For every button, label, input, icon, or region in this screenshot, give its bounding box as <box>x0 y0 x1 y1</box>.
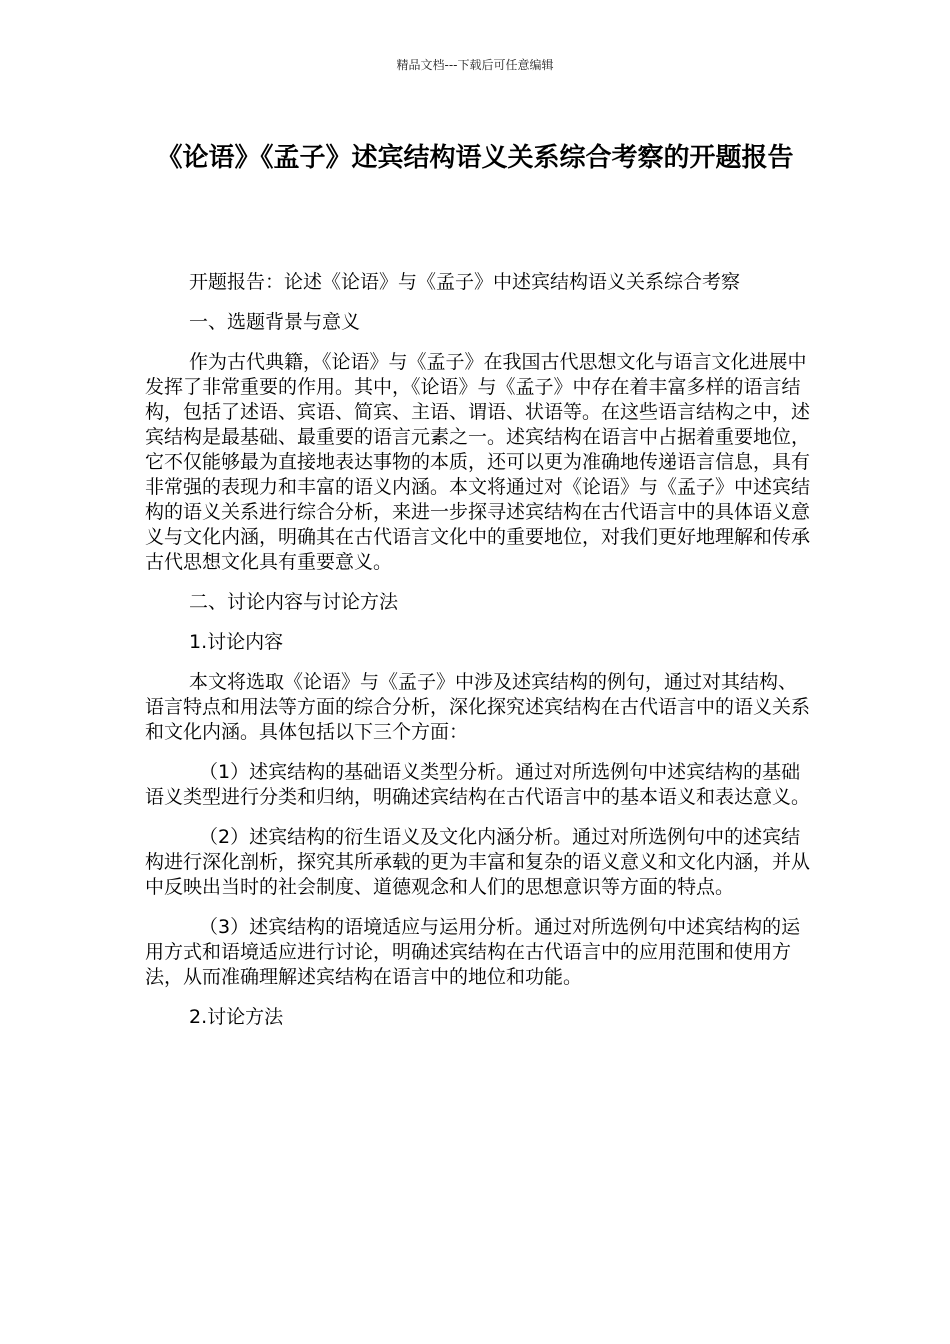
section-heading-content-method: 二、讨论内容与讨论方法 <box>189 591 399 613</box>
list-item-1: （1）述宾结构的基础语义类型分析。通过对所选例句中述宾结构的基础语义类型进行分类和归纳，明确述宾结构在古代语言中的基本语义和表达意义。 <box>145 761 811 808</box>
list-item-3: （3）述宾结构的语境适应与运用分析。通过对所选例句中述宾结构的运用方式和语境适应进行讨论，明确述宾结构在古代语言中的应用范围和使用方法，从而准确理解述宾结构在语言中的地位和功能。 <box>145 916 801 988</box>
list-item-2: （2）述宾结构的衍生语义及文化内涵分析。通过对所选例句中的述宾结构进行深化剖析，探究其所承载的更为丰富和复杂的语义意义和文化内涵，并从中反映出当时的社会制度、道德观念和人们的思想意识等方面的特点。 <box>145 826 811 898</box>
section-heading-background: 一、选题背景与意义 <box>189 311 361 333</box>
paragraph-background: 作为古代典籍，《论语》与《孟子》在我国古代思想文化与语言文化进展中发挥了非常重要的作用。其中，《论语》与《孟子》中存在着丰富多样的语言结构，包括了述语、宾语、简宾、主语、谓语、状语等。在这些语言结构之中，述宾结构是最基础、最重要的语言元素之一。述宾结构在语言中占据着重要地位，它不仅能够最为直接地表达事物的本质，还可以更为准确地传递语言信息，具有非常强的表现力和丰富的语义内涵。本文将通过对《论语》与《孟子》中述宾结构的语义关系进行综合分析，来进一步探寻述宾结构在古代语言中的具体语义意义与文化内涵，明确其在古代语言文化中的重要地位，对我们更好地理解和传承古代思想文化具有重要意义。 <box>145 351 811 573</box>
document-body <box>145 270 810 1030</box>
subheading-content: 1.讨论内容 <box>189 631 284 653</box>
document-subtitle: 开题报告：论述《论语》与《孟子》中述宾结构语义关系综合考察 <box>189 271 741 293</box>
page-header: 精品文档---下载后可任意编辑 <box>396 58 554 72</box>
document-title: 《论语》《孟子》述宾结构语义关系综合考察的开题报告 <box>156 143 794 173</box>
subheading-method: 2.讨论方法 <box>189 1006 284 1028</box>
paragraph-content-intro: 本文将选取《论语》与《孟子》中涉及述宾结构的例句，通过对其结构、语言特点和用法等方面的综合分析，深化探究述宾结构在古代语言中的语义关系和文化内涵。具体包括以下三个方面： <box>145 671 811 743</box>
